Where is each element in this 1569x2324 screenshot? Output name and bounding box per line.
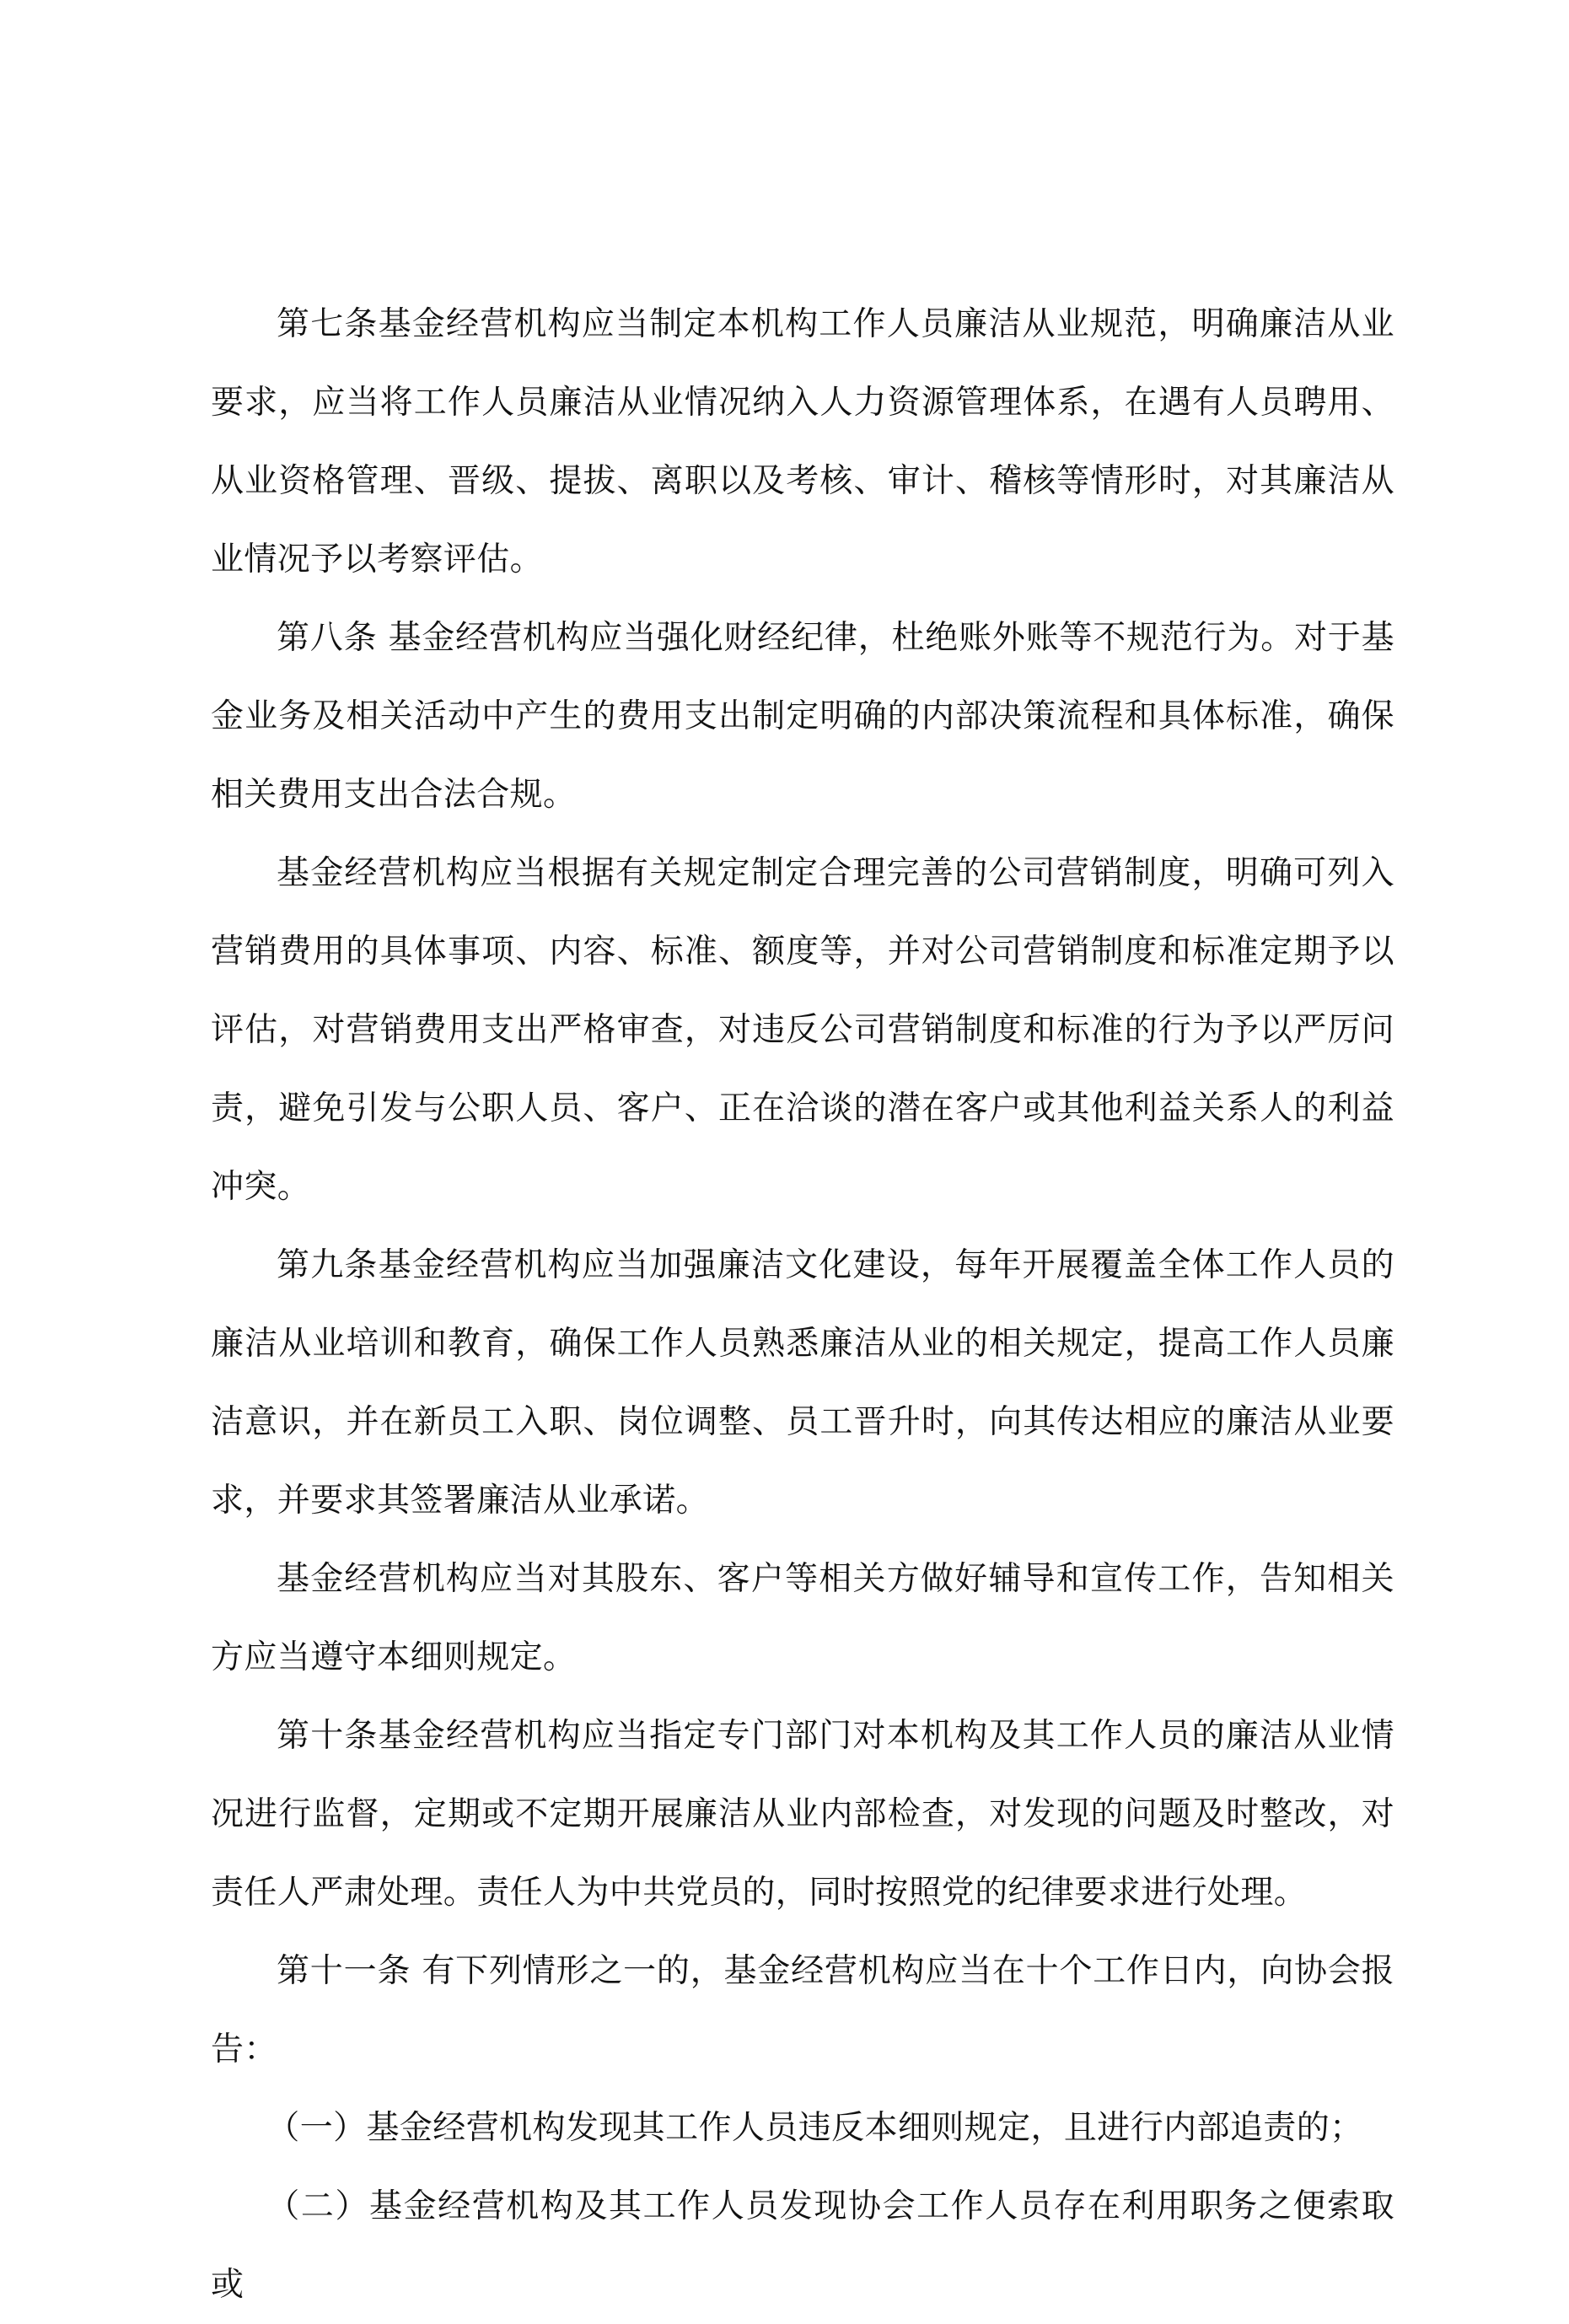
document-body — [211, 285, 1394, 2324]
marketing-policy-paragraph: 基金经营机构应当根据有关规定制定合理完善的公司营销制度，明确可列入营销费用的具体事项、内容、标准、额度等，并对公司营销制度和标准定期予以评估，对营销费用支出严格审查，对违反公司营销制度和标准的行为予以严厉问责，避免引发与公职人员、客户、正在洽谈的潜在客户或其他利益关系人的利益冲突。 — [211, 854, 1394, 1206]
shareholder-guidance-paragraph: 基金经营机构应当对其股东、客户等相关方做好辅导和宣传工作，告知相关方应当遵守本细则规定。 — [211, 1560, 1394, 1676]
article-9-paragraph: 第九条基金经营机构应当加强廉洁文化建设，每年开展覆盖全体工作人员的廉洁从业培训和教育，确保工作人员熟悉廉洁从业的相关规定，提高工作人员廉洁意识，并在新员工入职、岗位调整、员工晋升时，向其传达相应的廉洁从业要求，并要求其签署廉洁从业承诺。 — [211, 1246, 1394, 1520]
article-11-paragraph: 第十一条 有下列情形之一的，基金经营机构应当在十个工作日内，向协会报告： — [211, 1952, 1394, 2068]
article-10-paragraph: 第十条基金经营机构应当指定专门部门对本机构及其工作人员的廉洁从业情况进行监督，定期或不定期开展廉洁从业内部检查，对发现的问题及时整改，对责任人严肃处理。责任人为中共党员的，同时按照党的纪律要求进行处理。 — [211, 1717, 1394, 1912]
list-item-1: （一）基金经营机构发现其工作人员违反本细则规定，且进行内部追责的； — [266, 2109, 1363, 2147]
article-8-paragraph: 第八条 基金经营机构应当强化财经纪律，杜绝账外账等不规范行为。对于基金业务及相关活动中产生的费用支出制定明确的内部决策流程和具体标准，确保相关费用支出合法合规。 — [211, 619, 1394, 814]
list-item-2: （二）基金经营机构及其工作人员发现协会工作人员存在利用职务之便索取或 — [211, 2187, 1394, 2304]
article-7-paragraph: 第七条基金经营机构应当制定本机构工作人员廉洁从业规范，明确廉洁从业要求，应当将工作人员廉洁从业情况纳入人力资源管理体系，在遇有人员聘用、从业资格管理、晋级、提拔、离职以及考核、审计、稽核等情形时，对其廉洁从业情况予以考察评估。 — [211, 305, 1394, 578]
